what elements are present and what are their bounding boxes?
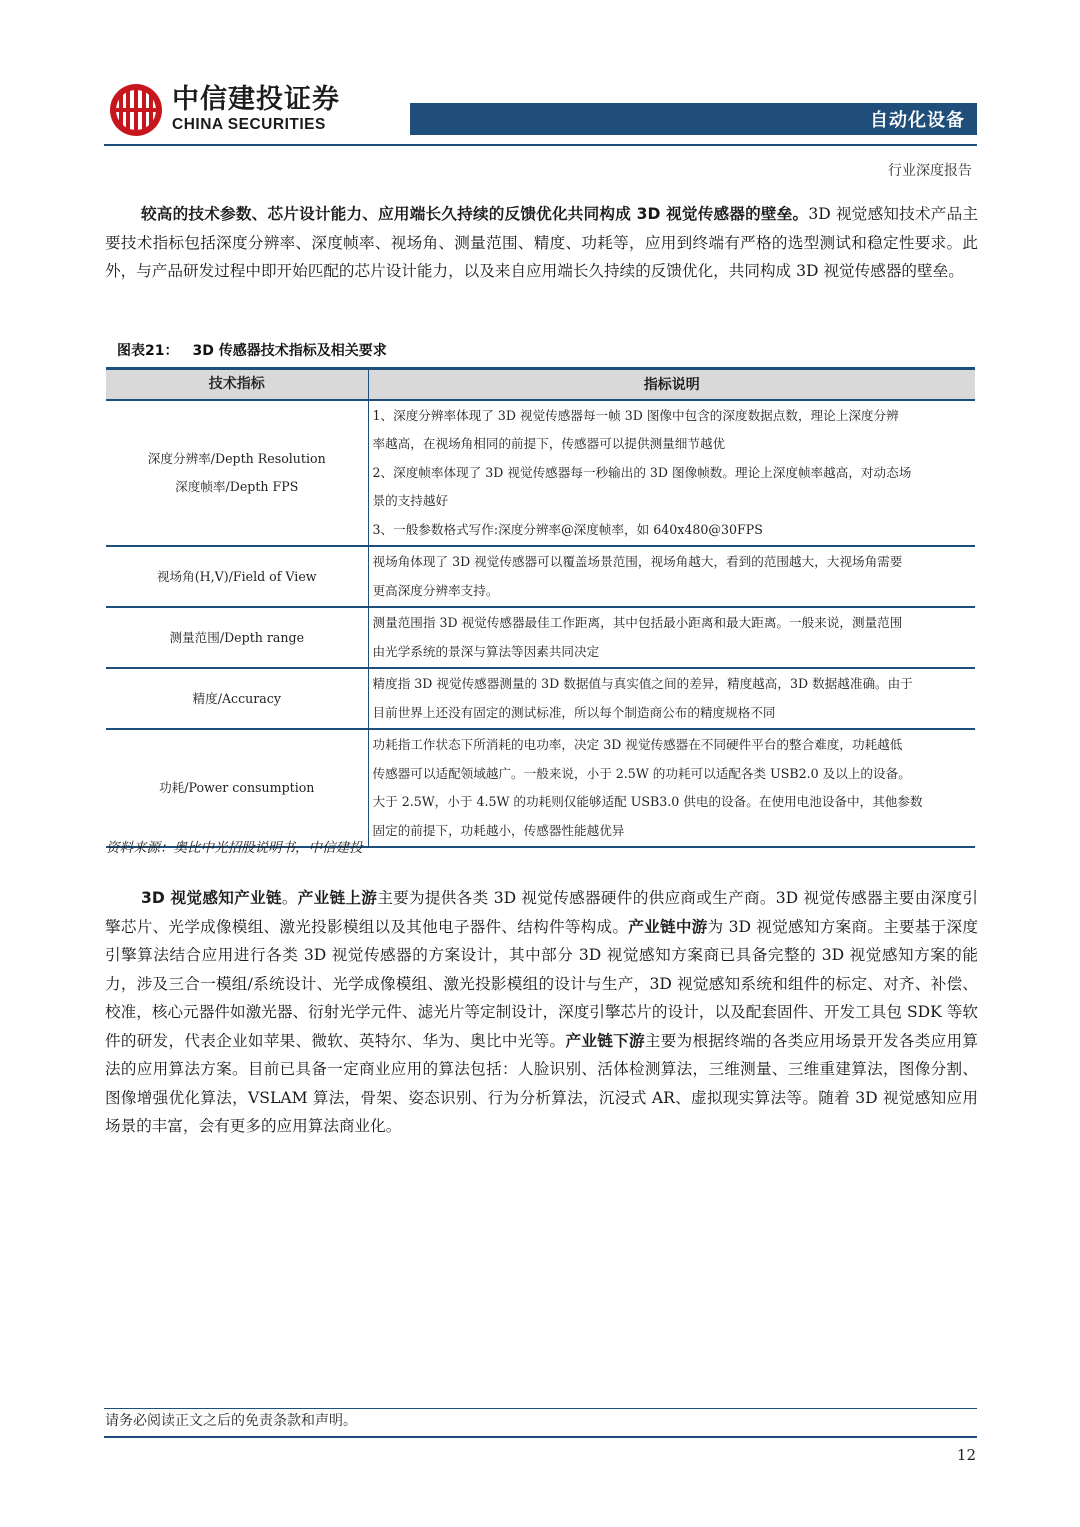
description-line: 测量范围指 3D 视觉传感器最佳工作距离，其中包括最小距离和最大距离。一般来说，测量范围: [372, 615, 903, 630]
description-line: 功耗指工作状态下所消耗的电功率，决定 3D 视觉传感器在不同硬件平台的整合难度，功耗越低: [372, 737, 903, 752]
sector-banner: [410, 103, 977, 135]
description-line: 率越高，在视场角相同的前提下，传感器可以提供测量细节越优: [372, 436, 726, 451]
chain-text: 。: [281, 889, 298, 907]
metric-line: 精度/Accuracy: [192, 690, 281, 706]
description-cell: [368, 729, 975, 847]
intro-text: 3D 视觉感知技术产品主要技术指标包括深度分辨率、深度帧率、视场角、测量范围、精度、功耗等，应用到终端有严格的选型测试和稳定性要求。此外，与产品研发过程中即开始匹配的芯片设计能力，以及来自应用端长久持续的反馈优化，共同构成 3D 视觉传感器的壁垒。: [105, 205, 979, 280]
logo-chinese-name: 中信建投证券: [172, 84, 340, 115]
description-cell: [368, 668, 975, 729]
midstream-text: 为 3D 视觉感知方案商。主要基于深度引擎算法结合应用进行各类 3D 视觉传感器的方案设计，其中部分 3D 视觉感知方案商已具备完整的 3D 视觉感知方案的能力，涉及三合一模组/系统设计、光学成像模组、激光投影模组的设计与生产，3D 视觉感知系统和组件的标定、对齐、补偿、校准，核心元器件如激光器、衍射光学元件、滤光片等定制设计，深度引擎芯片的设计，以及配套固件、开发工具包 SDK 等软件的研发，代表企业如苹果、微软、英特尔、华为、奥比中光等。: [105, 917, 978, 1050]
column-header-description: 指标说明: [368, 369, 975, 400]
table-source: 资料来源：奥比中光招股说明书，中信建投: [106, 840, 363, 856]
description-line: 固定的前提下，功耗越小，传感器性能越优异: [372, 822, 625, 838]
midstream-heading: 产业链中游: [628, 917, 708, 936]
description-line: 精度指 3D 视觉传感器测量的 3D 数据值与真实值之间的差异，精度越高，3D 数据越准确。由于: [372, 676, 913, 691]
metric-line: 功耗/Power consumption: [159, 780, 315, 795]
sensor-spec-table: [106, 367, 975, 848]
description-line: 视场角体现了 3D 视觉传感器可以覆盖场景范围，视场角越大，看到的范围越大，大视场角需要: [372, 554, 903, 569]
description-line: 更高深度分辨率支持。: [372, 582, 499, 598]
footer-divider-bottom: [104, 1436, 977, 1438]
disclaimer: 请务必阅读正文之后的免责条款和声明。: [105, 1413, 357, 1429]
figure-caption: [117, 340, 401, 360]
upstream-heading: 产业链上游: [297, 889, 378, 907]
page-number: 12: [956, 1446, 976, 1464]
description-line: 大于 2.5W，小于 4.5W 的功耗则仅能够适配 USB3.0 供电的设备。在使用电池设备中，其他参数: [372, 794, 923, 809]
description-line: 2、深度帧率体现了 3D 视觉传感器每一秒输出的 3D 图像帧数。理论上深度帧率越高，对动态场: [372, 464, 912, 480]
description-line: 由光学系统的景深与算法等因素共同决定: [372, 643, 600, 659]
description-cell: [368, 546, 975, 607]
sector-label: 自动化设备: [870, 110, 965, 131]
description-line: 传感器可以适配领域越广。一般来说，小于 2.5W 的功耗可以适配各类 USB2.0 及以上的设备。: [372, 765, 911, 781]
footer-divider-top: [104, 1408, 977, 1409]
description-cell: [368, 400, 975, 547]
description-cell: [368, 607, 975, 668]
intro-paragraph: [105, 200, 978, 286]
chain-heading: 3D 视觉感知产业链: [141, 889, 282, 907]
china-securities-logo-icon: [108, 82, 164, 138]
table-row: [106, 546, 975, 607]
downstream-text: 主要为根据终端的各类应用场景开发各类应用算法的应用算法方案。目前已具备一定商业应用的算法包括：人脸识别、活体检测算法，三维测量、三维重建算法，图像分割、图像增强优化算法，VSLAM 算法，骨架、姿态识别、行为分析算法，沉浸式 AR、虚拟现实算法等。随着 3D 视觉感知应用场景的丰富，会有更多的应用算法商业化。: [105, 1031, 978, 1135]
intro-bold-lead: 较高的技术参数、芯片设计能力、应用端长久持续的反馈优化共同构成 3D 视觉传感器的壁垒。: [141, 205, 809, 223]
header-divider: [104, 144, 977, 146]
table-header-row: [106, 369, 975, 400]
description-line: 目前世界上还没有固定的测试标准，所以每个制造商公布的精度规格不同: [372, 704, 776, 720]
report-type: 行业深度报告: [888, 163, 972, 179]
metric-cell: [106, 400, 368, 547]
figure-title: 3D 传感器技术指标及相关要求: [192, 343, 387, 359]
table-row: [106, 668, 975, 729]
table-row: [106, 607, 975, 668]
metric-cell: [106, 729, 368, 847]
metric-cell: [106, 546, 368, 607]
metric-cell: [106, 668, 368, 729]
logo-english-name: CHINA SECURITIES: [172, 116, 326, 133]
description-line: 1、深度分辨率体现了 3D 视觉传感器每一帧 3D 图像中包含的深度数据点数，理论上深度分辨: [372, 407, 899, 423]
metric-line: 测量范围/Depth range: [169, 629, 305, 645]
company-logo: [108, 80, 348, 140]
metric-line: 视场角(H,V)/Field of View: [156, 568, 317, 584]
metric-line: 深度分辨率/Depth Resolution: [147, 450, 326, 466]
table-row: [106, 400, 975, 547]
figure-label: 图表21：: [117, 343, 179, 359]
description-line: 3、一般参数格式写作:深度分辨率@深度帧率，如 640x480@30FPS: [372, 521, 763, 537]
metric-cell: [106, 607, 368, 668]
description-line: 景的支持越好: [372, 493, 449, 508]
table-row: [106, 729, 975, 847]
metric-line: 深度帧率/Depth FPS: [175, 478, 299, 494]
upstream-text: 主要为提供各类 3D 视觉传感器硬件的供应商或生产商。3D 视觉传感器主要由深度引擎芯片、光学成像模组、激光投影模组以及其他电子器件、结构件等构成。: [105, 889, 978, 936]
column-header-metric: 技术指标: [106, 369, 368, 400]
industry-chain-paragraph: [105, 884, 978, 1141]
downstream-heading: 产业链下游: [565, 1031, 645, 1050]
